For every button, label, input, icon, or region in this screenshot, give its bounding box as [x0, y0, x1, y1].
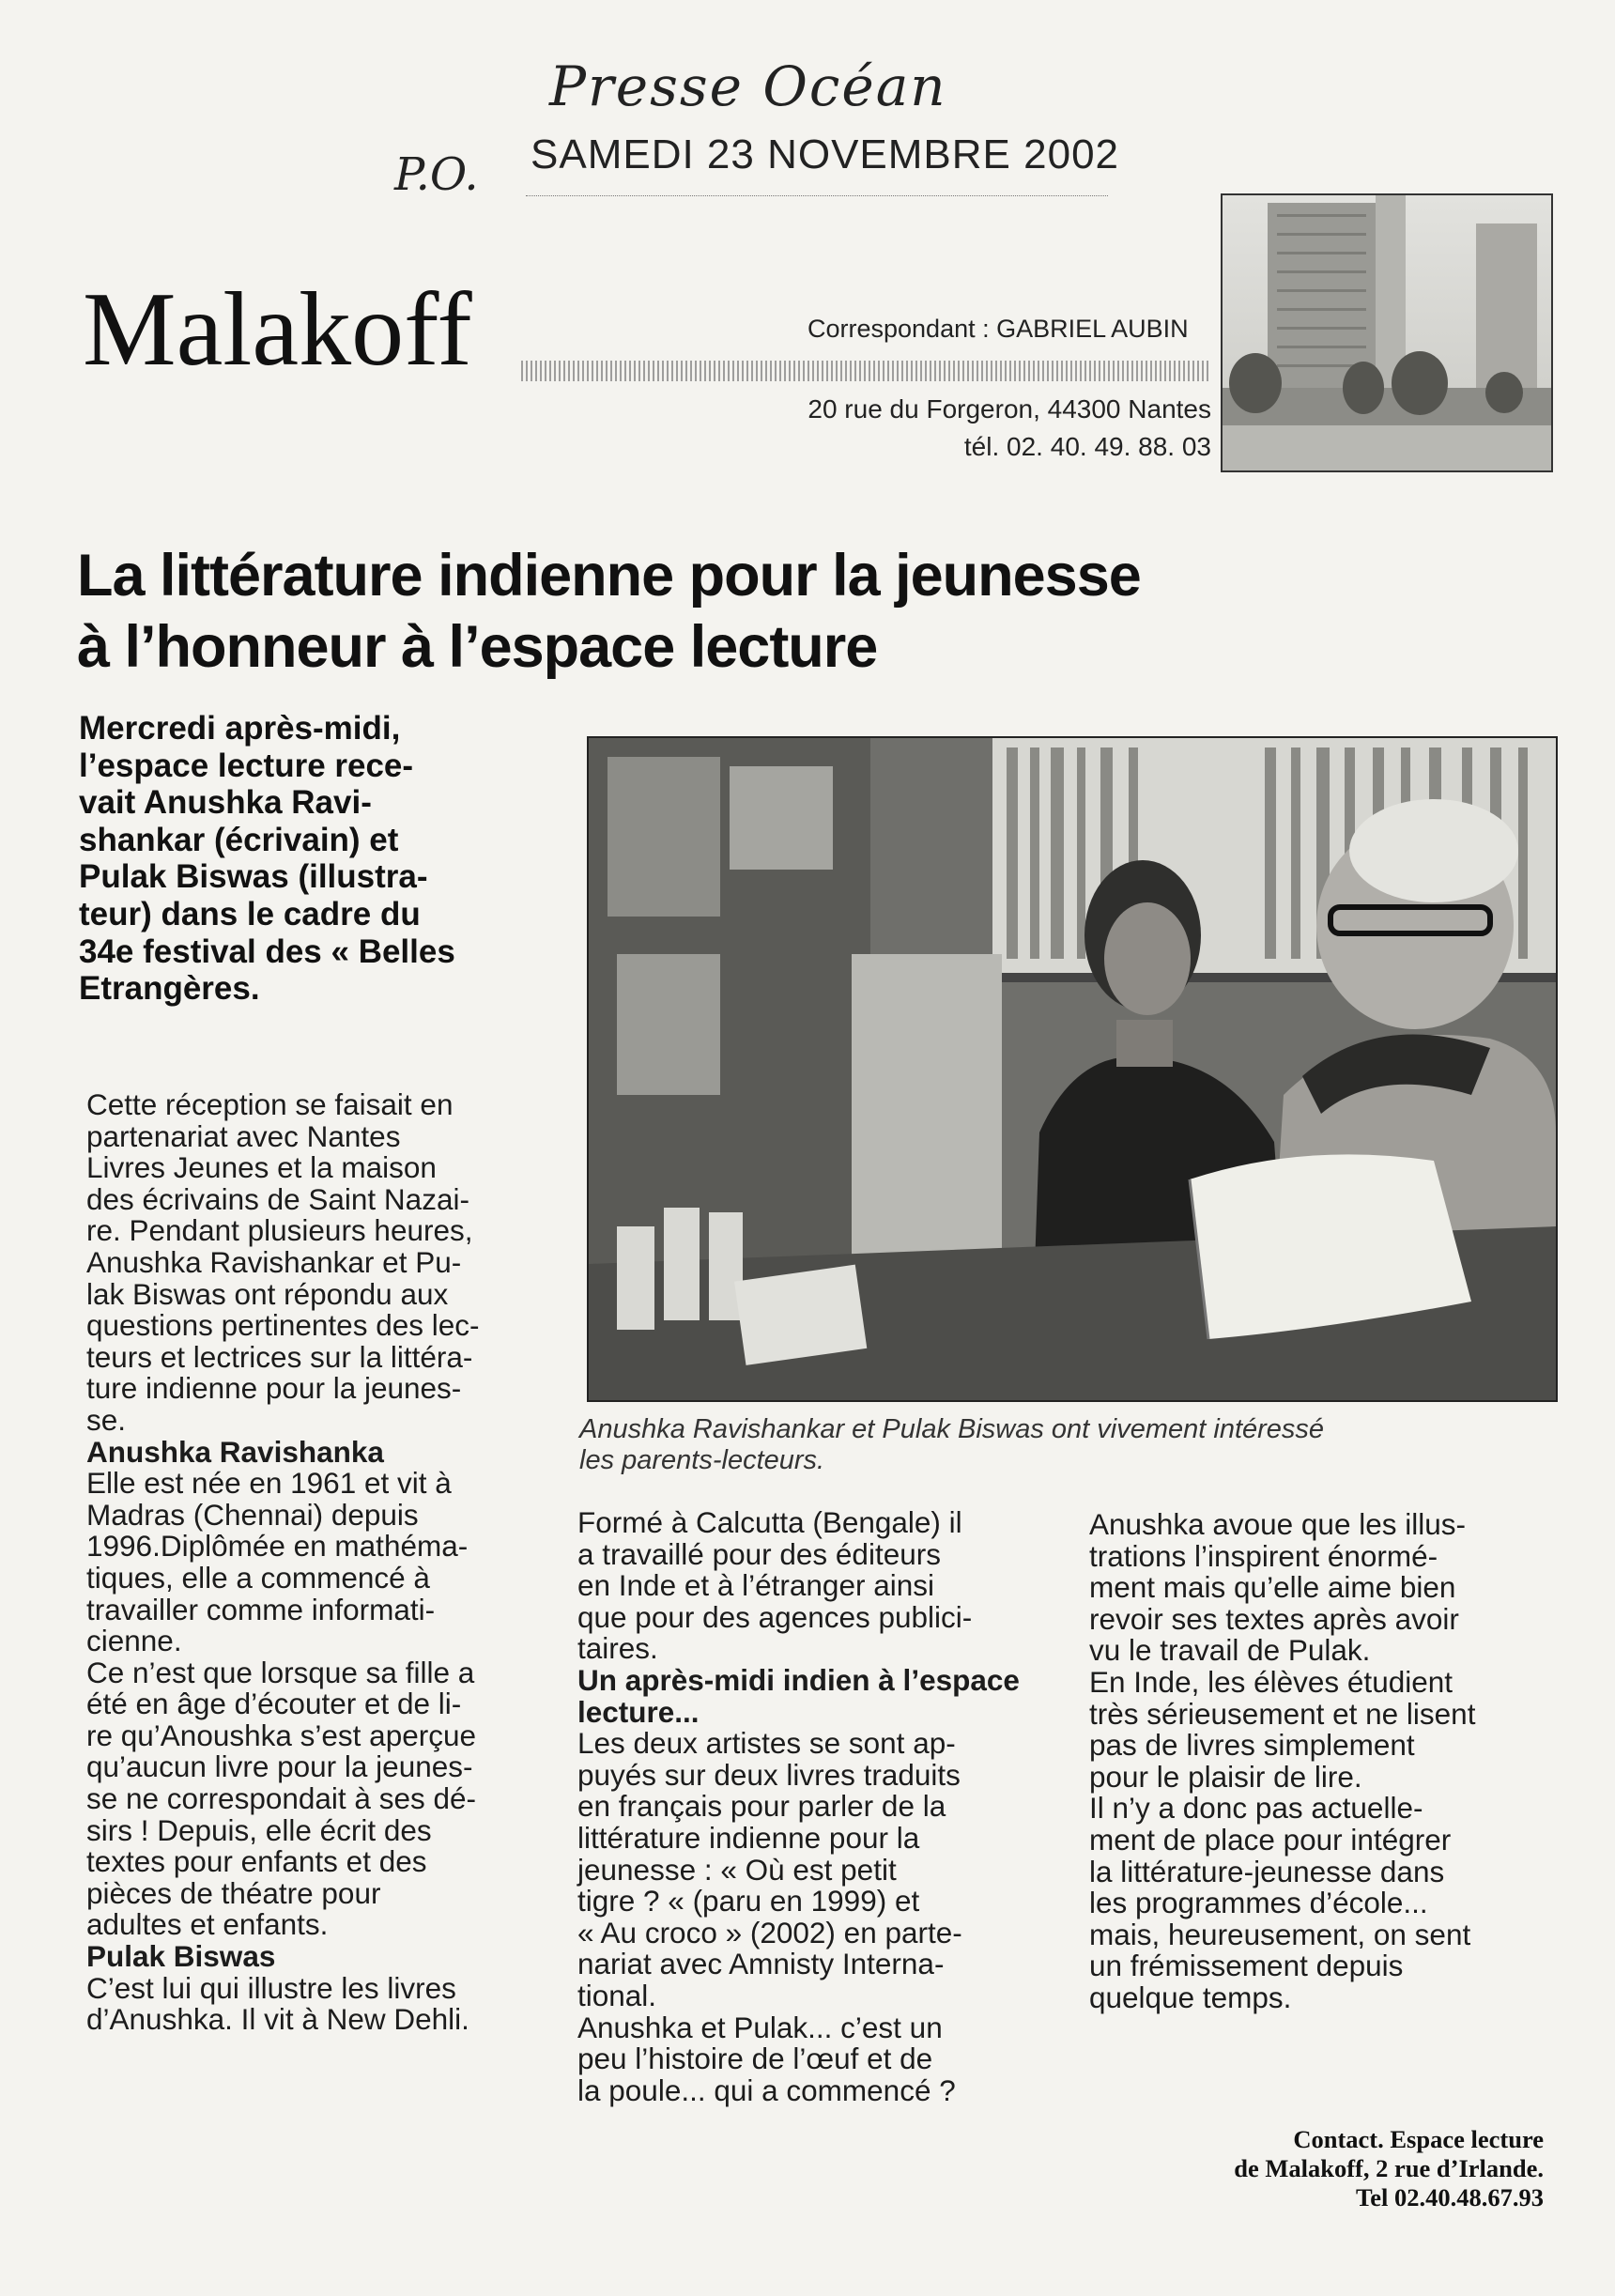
body-line: se ne correspondait à ses dé-	[86, 1781, 476, 1816]
correspondent-address: 20 rue du Forgeron, 44300 Nantes	[808, 394, 1211, 424]
body-line: C’est lui qui illustre les livres	[86, 1970, 456, 2005]
body-line: revoir ses textes après avoir	[1089, 1601, 1459, 1636]
body-line: Il n’y a donc pas actuelle-	[1089, 1791, 1423, 1826]
contact-line: de Malakoff, 2 rue d’Irlande.	[1234, 2154, 1544, 2182]
subheading-afternoon: lecture...	[577, 1694, 700, 1729]
district-thumbnail-photo	[1221, 193, 1553, 472]
body-line: trations l’inspirent énormé-	[1089, 1538, 1438, 1573]
body-line: re. Pendant plusieurs heures,	[86, 1213, 473, 1248]
caption-line: les parents-lecteurs.	[579, 1445, 825, 1475]
article-headline	[77, 540, 1542, 683]
body-line: Formé à Calcutta (Bengale) il	[577, 1505, 962, 1539]
contact-line: Tel 02.40.48.67.93	[1356, 2183, 1544, 2211]
handwritten-abbreviation: P.O.	[394, 148, 479, 201]
correspondent-phone: tél. 02. 40. 49. 88. 03	[963, 432, 1211, 461]
headline-line: à l’honneur à l’espace lecture	[77, 614, 878, 680]
body-line: partenariat avec Nantes	[86, 1118, 401, 1153]
body-line: puyés sur deux livres traduits	[577, 1757, 961, 1792]
lead-line: 34e festival des « Belles	[79, 932, 455, 970]
article-column-1	[86, 1089, 575, 2036]
lead-line: l’espace lecture rece-	[79, 747, 414, 784]
section-rule	[521, 361, 1211, 381]
body-line: a travaillé pour des éditeurs	[577, 1536, 941, 1571]
subheading-anushka: Anushka Ravishanka	[86, 1434, 384, 1469]
body-line: qu’aucun livre pour la jeunes-	[86, 1749, 473, 1784]
body-line: En Inde, les élèves étudient	[1089, 1664, 1454, 1699]
body-line: travailler comme informati-	[86, 1592, 436, 1626]
body-line: mais, heureusement, on sent	[1089, 1917, 1471, 1951]
body-line: teurs et lectrices sur la littéra-	[86, 1339, 473, 1374]
body-line: ment de place pour intégrer	[1089, 1822, 1452, 1857]
body-line: Anushka et Pulak... c’est un	[577, 2010, 943, 2044]
caption-line: Anushka Ravishankar et Pulak Biswas ont vivement intéressé	[579, 1414, 1325, 1444]
date-divider	[526, 195, 1108, 196]
body-line: 1996.Diplômée en mathéma-	[86, 1529, 469, 1564]
body-line: que pour des agences publici-	[577, 1599, 973, 1634]
body-line: Anushka Ravishankar et Pu-	[86, 1244, 462, 1279]
body-line: un frémissement depuis	[1089, 1949, 1404, 1983]
body-line: se.	[86, 1402, 127, 1437]
body-line: littérature indienne pour la	[577, 1820, 920, 1855]
lead-line: vait Anushka Ravi-	[79, 784, 372, 822]
body-line: sirs ! Depuis, elle écrit des	[86, 1812, 432, 1847]
body-line: lak Biswas ont répondu aux	[86, 1276, 449, 1311]
photo-caption	[579, 1414, 1556, 1476]
body-line: été en âge d’écouter et de li-	[86, 1687, 462, 1721]
body-line: en Inde et à l’étranger ainsi	[577, 1568, 934, 1603]
body-line: jeunesse : « Où est petit	[577, 1852, 897, 1887]
body-line: Anushka avoue que les illus-	[1089, 1507, 1466, 1541]
body-line: Cette réception se faisait en	[86, 1087, 454, 1121]
body-line: pièces de théatre pour	[86, 1875, 381, 1910]
article-column-2	[577, 1507, 1056, 2106]
body-line: adultes et enfants.	[86, 1907, 329, 1942]
lead-line: Etrangères.	[79, 970, 260, 1008]
body-line: ture indienne pour la jeunes-	[86, 1371, 462, 1406]
lead-line: teur) dans le cadre du	[79, 895, 421, 932]
body-line: peu l’histoire de l’œuf et de	[577, 2042, 933, 2076]
body-line: Livres Jeunes et la maison	[86, 1150, 437, 1185]
contact-line: Contact. Espace lecture	[1293, 2125, 1544, 2153]
body-line: Madras (Chennai) depuis	[86, 1497, 419, 1532]
contact-info	[1061, 2125, 1544, 2212]
lead-line: shankar (écrivain) et	[79, 821, 399, 858]
subheading-afternoon: Un après-midi indien à l’espace	[577, 1662, 1020, 1697]
body-line: Les deux artistes se sont ap-	[577, 1726, 956, 1761]
body-line: textes pour enfants et des	[86, 1844, 427, 1879]
body-line: vu le travail de Pulak.	[1089, 1633, 1371, 1668]
body-line: questions pertinentes des lec-	[86, 1308, 480, 1343]
body-line: Ce n’est que lorsque sa fille a	[86, 1655, 475, 1689]
body-line: très sérieusement et ne lisent	[1089, 1696, 1476, 1731]
issue-date: SAMEDI 23 NOVEMBRE 2002	[531, 131, 1120, 177]
article-lead	[79, 710, 567, 1008]
body-line: nariat avec Amnisty Interna-	[577, 1947, 945, 1981]
section-title: Malakoff	[83, 271, 472, 388]
lead-line: Pulak Biswas (illustra-	[79, 858, 428, 896]
body-line: taires.	[577, 1631, 658, 1666]
body-line: pour le plaisir de lire.	[1089, 1759, 1362, 1794]
body-line: les programmes d’école...	[1089, 1886, 1428, 1920]
body-line: re qu’Anoushka s’est aperçue	[86, 1718, 477, 1752]
subheading-pulak: Pulak Biswas	[86, 1939, 276, 1974]
body-line: en français pour parler de la	[577, 1789, 946, 1824]
body-line: ment mais qu’elle aime bien	[1089, 1570, 1456, 1605]
body-line: des écrivains de Saint Nazai-	[86, 1181, 469, 1216]
correspondent-name: Correspondant : GABRIEL AUBIN	[808, 315, 1189, 343]
body-line: la poule... qui a commencé ?	[577, 2073, 956, 2107]
article-column-3	[1089, 1509, 1559, 2014]
body-line: tional.	[577, 1978, 657, 2012]
body-line: « Au croco » (2002) en parte-	[577, 1915, 962, 1949]
headline-line: La littérature indienne pour la jeunesse	[77, 543, 1141, 609]
body-line: cienne.	[86, 1624, 182, 1658]
body-line: pas de livres simplement	[1089, 1728, 1415, 1763]
body-line: la littérature-jeunesse dans	[1089, 1854, 1445, 1888]
article-photo	[587, 736, 1558, 1402]
body-line: quelque temps.	[1089, 1980, 1292, 2014]
body-line: tiques, elle a commencé à	[86, 1560, 430, 1595]
lead-line: Mercredi après-midi,	[79, 710, 401, 747]
body-line: Elle est née en 1961 et vit à	[86, 1466, 452, 1501]
body-line: d’Anushka. Il vit à New Dehli.	[86, 2002, 469, 2037]
handwritten-newspaper-name: Presse Océan	[549, 54, 947, 118]
body-line: tigre ? « (paru en 1999) et	[577, 1884, 920, 1918]
